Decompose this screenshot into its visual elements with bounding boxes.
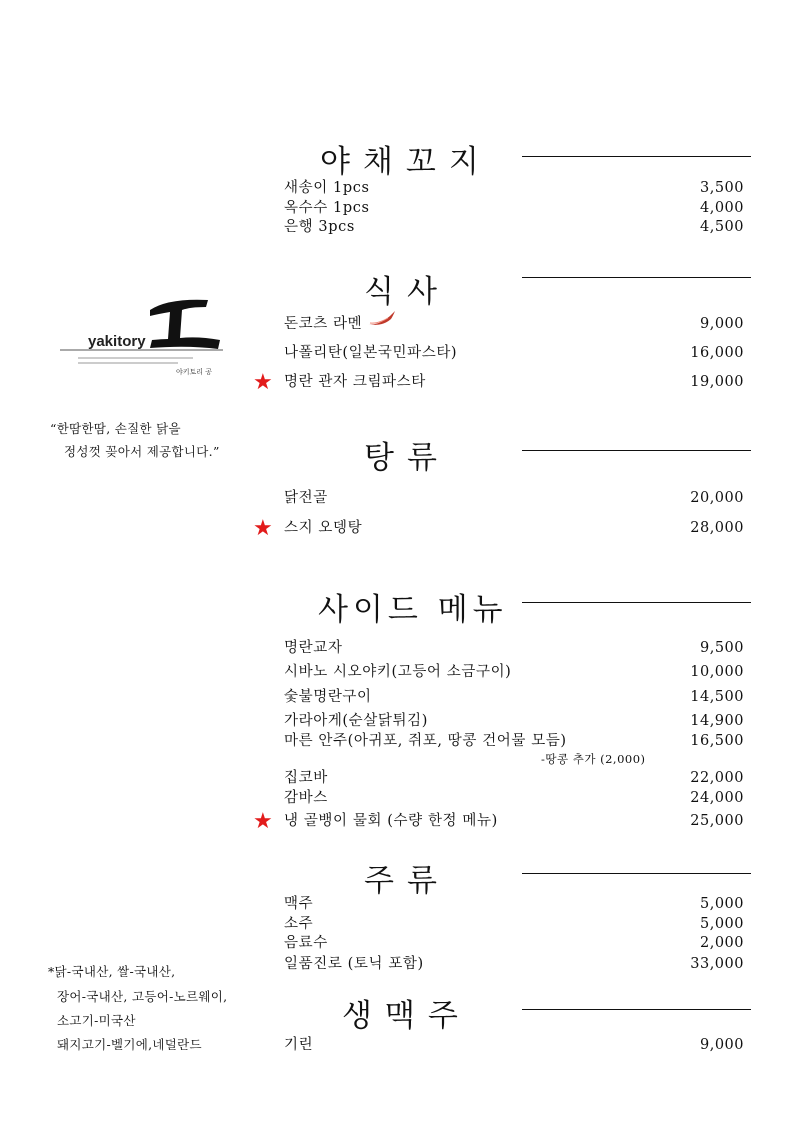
menu-item-name: 맥주 bbox=[284, 896, 314, 912]
menu-item-name: 일품진로 (토닉 포함) bbox=[284, 956, 424, 972]
menu-item-price: 28,000 bbox=[690, 520, 744, 536]
section-title-side-menu: 사이드 메뉴 bbox=[318, 592, 508, 628]
menu-item-price: 3,500 bbox=[699, 180, 744, 196]
menu-item bbox=[284, 711, 744, 731]
origin-note-line-2: 장어-국내산, 고등어-노르웨이, bbox=[57, 989, 228, 1004]
menu-item-name: 돈코츠 라멘 bbox=[284, 316, 363, 332]
origin-note-line-4: 돼지고기-벨기에,네덜란드 bbox=[57, 1037, 202, 1052]
menu-item-price: 33,000 bbox=[690, 956, 744, 972]
logo-graphic bbox=[58, 290, 228, 380]
menu-item bbox=[284, 954, 744, 974]
section-title-draft-beer: 생맥주 bbox=[342, 998, 471, 1034]
menu-item-name: 마른 안주(아귀포, 쥐포, 땅콩 건어물 모듬) bbox=[284, 733, 567, 749]
section-rule bbox=[522, 450, 751, 451]
menu-item bbox=[284, 687, 744, 707]
menu-item-price: 14,900 bbox=[690, 713, 744, 729]
menu-item bbox=[284, 1035, 744, 1055]
menu-item-name: 가라아게(순살닭튀김) bbox=[284, 713, 428, 729]
menu-item-price: 9,000 bbox=[699, 1037, 744, 1053]
menu-item-price: 20,000 bbox=[690, 490, 744, 506]
menu-item-name: 닭전골 bbox=[284, 490, 328, 506]
menu-item-price: 2,000 bbox=[699, 935, 744, 951]
menu-item-starred bbox=[284, 372, 744, 392]
menu-item-price: 14,500 bbox=[690, 689, 744, 705]
menu-item-name: 집코바 bbox=[284, 770, 328, 786]
menu-item-price: 22,000 bbox=[690, 770, 744, 786]
menu-item-price: 16,000 bbox=[690, 345, 744, 361]
menu-item-name: 명란교자 bbox=[284, 640, 343, 656]
menu-item bbox=[284, 662, 744, 682]
menu-item bbox=[284, 914, 744, 934]
menu-item-note: -땅콩 추가 (2,000) bbox=[541, 752, 646, 766]
star-icon: ★ bbox=[253, 370, 273, 395]
menu-item-price: 25,000 bbox=[690, 813, 744, 829]
section-title-meals: 식사 bbox=[364, 274, 450, 310]
section-title-vegetable-skewers: 야채꼬지 bbox=[320, 144, 492, 180]
logo-wordmark: yakitory bbox=[88, 333, 146, 350]
chili-pepper-icon bbox=[366, 310, 396, 328]
section-title-drinks: 주류 bbox=[364, 863, 450, 899]
logo-subtext: 야키토리 공 bbox=[176, 368, 213, 376]
origin-note-line-1: *닭-국내산, 쌀-국내산, bbox=[48, 964, 176, 979]
menu-item bbox=[284, 343, 744, 363]
section-rule bbox=[522, 1009, 751, 1010]
menu-item-price: 10,000 bbox=[690, 664, 744, 680]
menu-item-price: 5,000 bbox=[699, 896, 744, 912]
menu-item-name: 스지 오뎅탕 bbox=[284, 520, 363, 536]
slogan-line-1: “한땀한땀, 손질한 닭을 bbox=[50, 421, 181, 436]
section-rule bbox=[522, 277, 751, 278]
menu-item bbox=[284, 731, 744, 751]
menu-item-name: 새송이 1pcs bbox=[284, 180, 370, 196]
menu-item-starred bbox=[284, 518, 744, 538]
menu-item-name: 시바노 시오야키(고등어 소금구이) bbox=[284, 664, 512, 680]
section-rule bbox=[522, 602, 751, 603]
menu-item-starred bbox=[284, 811, 744, 831]
menu-item-name: 감바스 bbox=[284, 790, 328, 806]
menu-item-price: 4,000 bbox=[699, 200, 744, 216]
origin-note-line-3: 소고기-미국산 bbox=[57, 1013, 136, 1028]
menu-item-name: 옥수수 1pcs bbox=[284, 200, 370, 216]
section-title-soups: 탕류 bbox=[364, 440, 450, 476]
menu-item bbox=[284, 933, 744, 953]
menu-item bbox=[284, 894, 744, 914]
menu-item-name: 음료수 bbox=[284, 935, 328, 951]
menu-item bbox=[284, 314, 744, 334]
menu-item-name: 소주 bbox=[284, 916, 314, 932]
menu-item-price: 19,000 bbox=[690, 374, 744, 390]
menu-item-name: 냉 골뱅이 물회 (수량 한정 메뉴) bbox=[284, 813, 498, 829]
menu-item-name: 나폴리탄(일본국민파스타) bbox=[284, 345, 458, 361]
section-rule bbox=[522, 873, 751, 874]
menu-item bbox=[284, 768, 744, 788]
slogan-line-2: 정성껏 꽂아서 제공합니다.” bbox=[64, 444, 220, 459]
menu-item bbox=[284, 638, 744, 658]
menu-item bbox=[284, 198, 744, 218]
menu-item-price: 5,000 bbox=[699, 916, 744, 932]
menu-item-name: 은행 3pcs bbox=[284, 219, 355, 235]
star-icon: ★ bbox=[253, 809, 273, 834]
menu-item-price: 9,500 bbox=[699, 640, 744, 656]
menu-item-name: 숯불명란구이 bbox=[284, 689, 372, 705]
menu-item bbox=[284, 488, 744, 508]
menu-item-name: 기린 bbox=[284, 1037, 314, 1053]
section-rule bbox=[522, 156, 751, 157]
menu-item-price: 4,500 bbox=[699, 219, 744, 235]
menu-item bbox=[284, 217, 744, 237]
menu-item bbox=[284, 788, 744, 808]
menu-item-price: 16,500 bbox=[690, 733, 744, 749]
star-icon: ★ bbox=[253, 516, 273, 541]
menu-item-price: 24,000 bbox=[690, 790, 744, 806]
menu-item-price: 9,000 bbox=[699, 316, 744, 332]
restaurant-logo bbox=[58, 290, 228, 380]
menu-item bbox=[284, 178, 744, 198]
menu-item-name: 명란 관자 크림파스타 bbox=[284, 374, 426, 390]
